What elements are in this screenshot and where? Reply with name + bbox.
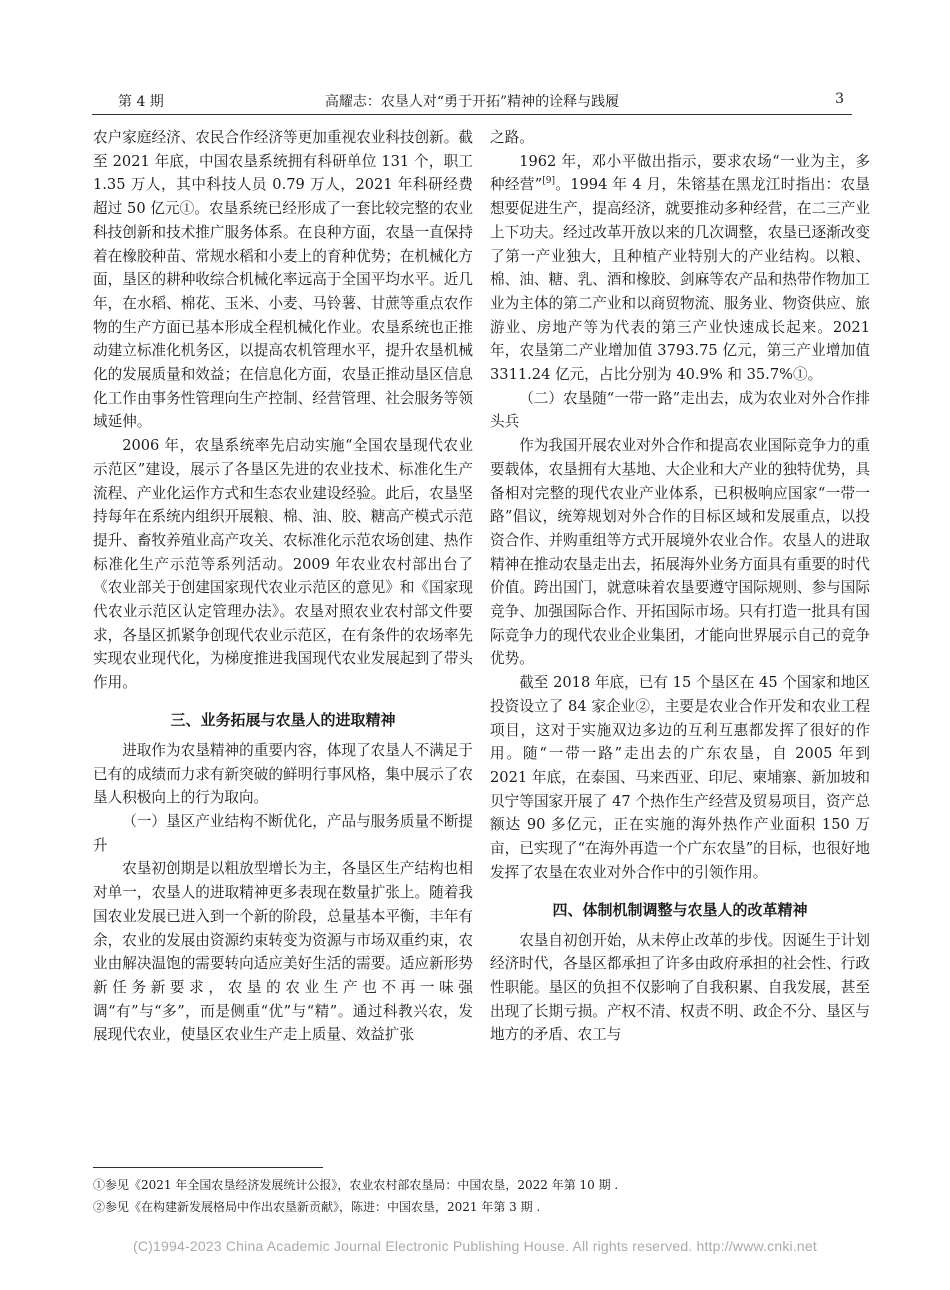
article-running-title: 高耀志：农垦人对“勇于开拓”精神的诠释与践履 [324, 94, 620, 110]
subsection-heading: （二）农垦随“一带一路”走出去，成为农业对外合作排头兵 [490, 389, 870, 431]
paragraph: 农垦初创期是以粗放型增长为主，各垦区生产结构也相对单一，农垦人的进取精神更多表现在数量扩张上。随着我国农业发展已进入到一个新的阶段，总量基本平衡，丰年有余，农业的发展由资源约束转变为资源与市场双重约束，农业由解决温饱的需要转向适应美好生活的需要。适应新形势新任务新要求，农垦的农业生产也不再一味强调“有”与“多”，而是侧重“优”与“精”。通过科教兴农，发展现代农业，使垦区农业生产走上质量、效益扩张 [93, 860, 473, 1044]
subsection-heading: （一）垦区产业结构不断优化，产品与服务质量不断提升 [93, 812, 473, 854]
paragraph-text: 1962 年，邓小平做出指示，要求农场“一业为主，多种经营” [490, 152, 870, 194]
left-column [93, 126, 473, 1047]
paragraph-text: 。1994 年 4 月，朱镕基在黑龙江时指出：农垦想要促进生产，提高经济，就要推动多种经营，在二三产业上下功夫。经过改革开放以来的几次调整，农垦已逐渐改变了第一产业独大，且种植产业特别大的产业结构。以粮、棉、油、糖、乳、酒和橡胶、剑麻等农产品和热带作物加工业为主体的第二产业和以商贸物流、服务业、物资供应、旅游业、房地产等为代表的第三产业快速成长起来。2021 年，农垦第二产业增加值 3793.75 亿元，第三产业增加值 3311.24 亿元，占比分别为 40.9% 和 35.7%①。 [490, 176, 870, 384]
paragraph: 农垦自初创开始，从未停止改革的步伐。因诞生于计划经济时代，各垦区都承担了许多由政府承担的社会性、行政性职能。垦区的负担不仅影响了自我积累、自我发展，甚至出现了长期亏损。产权不清、权责不明、政企不分、垦区与地方的矛盾、农工与 [490, 931, 870, 1044]
paragraph: 之路。 [490, 129, 534, 146]
footnote-divider [93, 1167, 323, 1168]
copyright-watermark: (C)1994-2023 China Academic Journal Electronic Publishing House. All rights reserved. http://www.cnki.net [133, 1238, 817, 1254]
page-number: 3 [835, 91, 844, 107]
paragraph: 作为我国开展农业对外合作和提高农业国际竞争力的重要载体，农垦拥有大基地、大企业和大产业的独特优势，具备相对完整的现代农业产业体系，已积极响应国家“一带一路”倡议，统筹规划对外合作的目标区域和发展重点，以投资合作、并购重组等方式开展境外农业合作。农垦人的进取精神在推动农垦走出去，拓展海外业务方面具有重要的时代价值。跨出国门，就意味着农垦要遵守国际规则、参与国际竞争、加强国际合作、开拓国际市场。只有打造一批具有国际竞争力的现代农业企业集团，才能向世界展示自己的竞争优势。 [490, 437, 870, 668]
running-header [92, 88, 852, 115]
paragraph: 截至 2018 年底，已有 15 个垦区在 45 个国家和地区投资设立了 84 家企业②，主要是农业合作开发和农业工程项目，这对于实施双边多边的互利互惠都发挥了很好的作用。随“一带一路”走出去的广东农垦，自 2005 年到 2021 年底，在泰国、马来西亚、印尼、柬埔寨、新加坡和贝宁等国家开展了 47 个热作生产经营及贸易项目，资产总额达 90 多亿元，正在实施的海外热作产业面积 150 万亩，已实现了“在海外再造一个广东农垦”的目标，也很好地发挥了农垦在农业对外合作中的引领作用。 [490, 674, 870, 881]
citation-superscript: [9] [542, 176, 555, 187]
footnote-2: ②参见《在构建新发展格局中作出农垦新贡献》，陈进：中国农垦，2021 年第 3 期 . [93, 1200, 541, 1214]
footnotes [93, 1174, 853, 1218]
paragraph: 2006 年，农垦系统率先启动实施“全国农垦现代农业示范区”建设，展示了各垦区先进的农业技术、标准化生产流程、产业化运作方式和生态农业建设经验。此后，农垦坚持每年在系统内组织开展粮、棉、油、胶、糖高产模式示范提升、畜牧养殖业高产攻关、农标准化示范农场创建、热作标准化生产示范等系列活动。2009 年农业农村部出台了《农业部关于创建国家现代农业示范区的意见》和《国家现代农业示范区认定管理办法》。农垦对照农业农村部文件要求，各垦区抓紧争创现代农业示范区，在有条件的农场率先实现农业现代化，为梯度推进我国现代农业发展起到了带头作用。 [93, 437, 473, 692]
paragraph: 农户家庭经济、农民合作经济等更加重视农业科技创新。截至 2021 年底，中国农垦系统拥有科研单位 131 个，职工 1.35 万人，其中科技人员 0.79 万人，2021 年科研经费超过 50 亿元①。农垦系统已经形成了一套比较完整的农业科技创新和技术推广服务体系。在良种方面，农垦一直保持着在橡胶种苗、常规水稻和小麦上的育种优势；在机械化方面，垦区的耕种收综合机械化率远高于全国平均水平。近几年，在水稻、棉花、玉米、小麦、马铃薯、甘蔗等重点农作物的生产方面已基本形成全程机械化作业。农垦系统也正推动建立标准化机务区，以提高农机管理水平，提升农垦机械化的发展质量和效益；在信息化方面，农垦正推动垦区信息化工作由事务性管理向生产控制、经营管理、社会服务等领域延伸。 [93, 129, 473, 431]
paragraph [490, 150, 870, 387]
issue-number: 第 4 期 [118, 94, 164, 110]
right-column [490, 126, 870, 1047]
paragraph: 进取作为农垦精神的重要内容，体现了农垦人不满足于已有的成绩而力求有新突破的鲜明行事风格，集中展示了农垦人积极向上的行为取向。 [93, 741, 473, 807]
section-heading: 四、体制机制调整与农垦人的改革精神 [552, 900, 808, 919]
footnote-1: ①参见《2021 年全国农垦经济发展统计公报》，农业农村部农垦局：中国农垦，2022 年第 10 期 . [93, 1178, 619, 1192]
section-heading: 三、业务拓展与农垦人的进取精神 [170, 710, 396, 729]
